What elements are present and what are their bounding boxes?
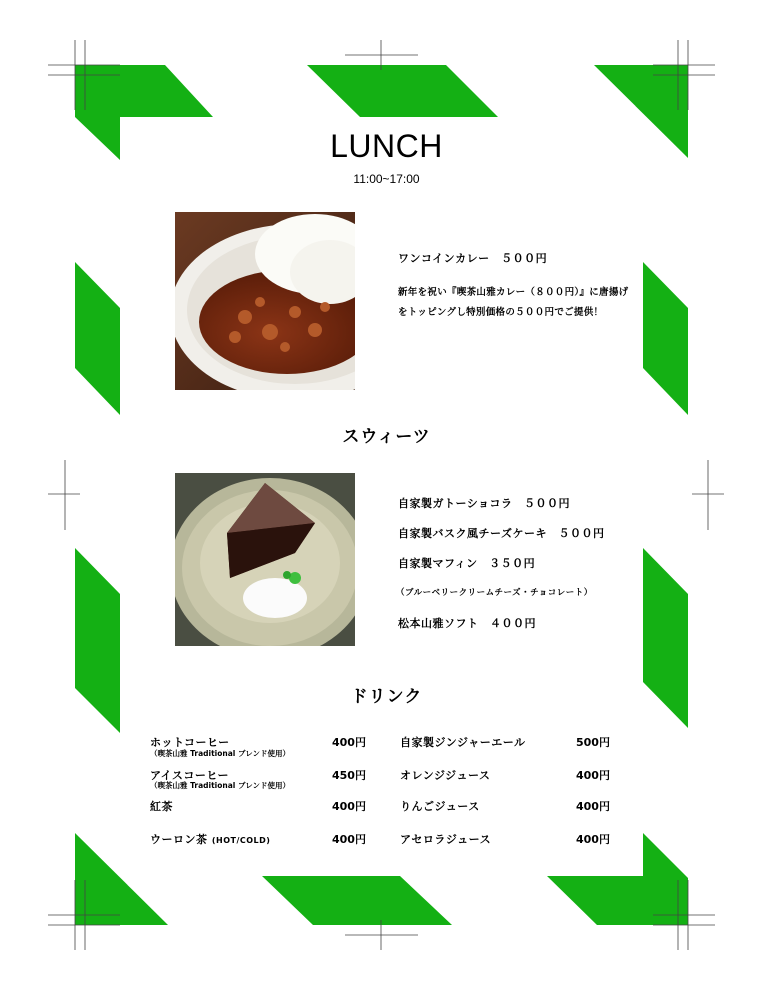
- curry-photo: [175, 212, 355, 390]
- drink-ginger-ale-price: 500円: [576, 736, 610, 749]
- chocolate-cake-photo: [175, 473, 355, 646]
- drink-oolong-tea: [150, 831, 270, 847]
- drink-acerola-juice: アセロラジュース: [400, 833, 492, 846]
- corner-shape-bottom-right: [547, 833, 688, 925]
- band-shape-bottom: [262, 876, 452, 925]
- drink-orange-juice-price: 400円: [576, 769, 610, 782]
- page-title: LUNCH: [330, 128, 443, 164]
- sweets-item-basque-cheesecake: 自家製バスク風チーズケーキ ５００円: [398, 527, 605, 540]
- sweets-item-gateau-chocolat: 自家製ガトーショコラ ５００円: [398, 497, 571, 510]
- opening-hours: 11:00~17:00: [353, 172, 420, 186]
- drink-iced-coffee-price: 450円: [332, 769, 366, 782]
- drink-black-tea-price: 400円: [332, 800, 366, 813]
- sweets-item-muffin: 自家製マフィン ３５０円: [398, 557, 536, 570]
- sweets-heading: スウィーツ: [342, 427, 431, 447]
- side-shape-left-1: [75, 262, 120, 415]
- sweets-item-soft-serve: 松本山雅ソフト ４００円: [398, 617, 536, 630]
- drink-apple-juice-price: 400円: [576, 800, 610, 813]
- drink-oolong-tea-note: (HOT/COLD): [211, 836, 271, 845]
- drinks-heading: ドリンク: [350, 687, 423, 707]
- drink-hot-coffee-price: 400円: [332, 736, 366, 749]
- lunch-description: 新年を祝い『喫茶山雅カレー（８００円）』に唐揚げをトッピングし特別価格の５００円でご提供！: [398, 287, 629, 318]
- drink-hot-coffee: ホットコーヒー: [150, 736, 230, 749]
- lunch-item: ワンコインカレー ５００円: [398, 252, 548, 265]
- drink-hot-coffee-note: （喫茶山雅 Traditional ブレンド使用）: [150, 749, 291, 758]
- drink-black-tea: 紅茶: [150, 800, 173, 813]
- drink-acerola-juice-price: 400円: [576, 833, 610, 846]
- drink-apple-juice: りんごジュース: [400, 800, 480, 813]
- sweets-muffin-flavors: （ブルーベリークリームチーズ・チョコレート）: [396, 588, 593, 598]
- side-shape-right-1: [643, 262, 688, 415]
- drink-oolong-tea-price: 400円: [332, 833, 366, 846]
- drink-iced-coffee: アイスコーヒー: [150, 769, 229, 782]
- drink-orange-juice: オレンジジュース: [400, 769, 491, 782]
- drink-iced-coffee-note: （喫茶山雅 Traditional ブレンド使用）: [150, 781, 291, 790]
- drink-oolong-tea-name: ウーロン茶: [150, 833, 208, 846]
- drink-ginger-ale: 自家製ジンジャーエール: [400, 736, 526, 749]
- band-shape-top: [307, 65, 498, 117]
